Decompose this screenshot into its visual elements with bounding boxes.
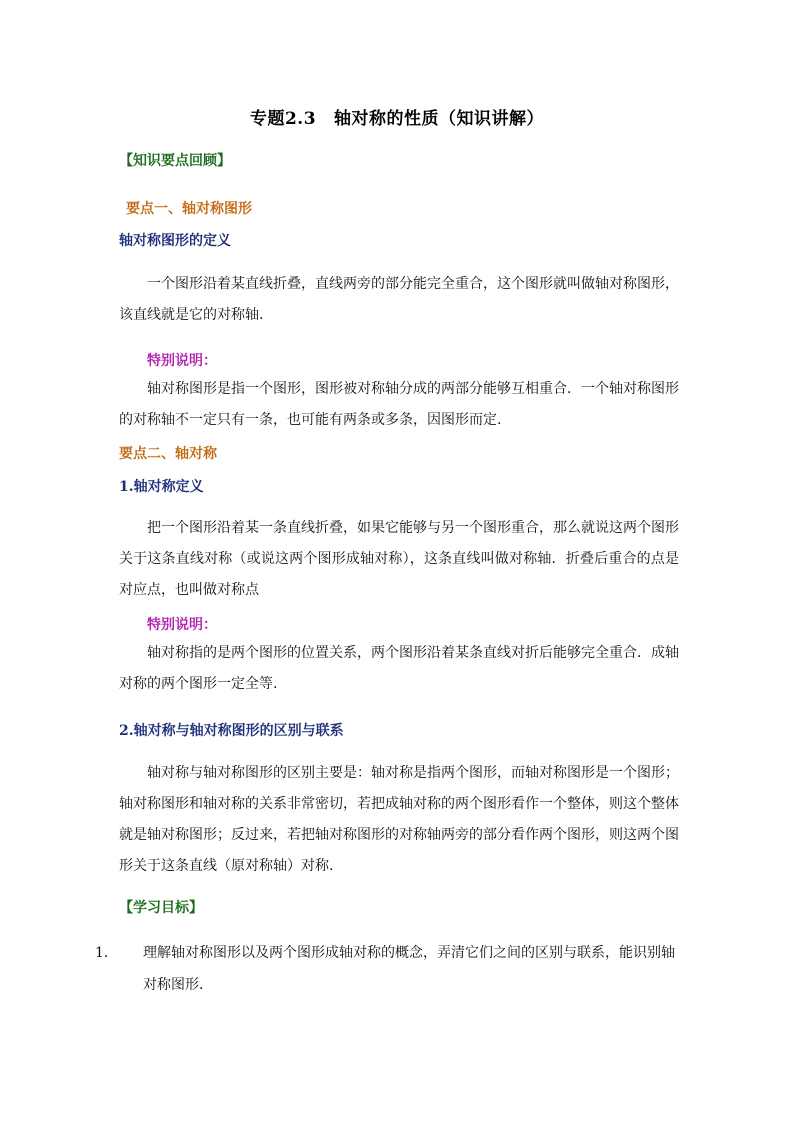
subheading-axis-figure-definition: 轴对称图形的定义 (119, 233, 231, 249)
paragraph-axis-symmetry-definition: 把一个图形沿着某一条直线折叠，如果它能够与另一个图形重合，那么就说这两个图形关于这条直线对称（或说这两个图形成轴对称），这条直线叫做对称轴．折叠后重合的点是对应点，也叫做对称点 (119, 520, 679, 598)
title-number: 专题2.3 (249, 109, 317, 129)
note-heading-1: 特别说明： (147, 353, 217, 369)
page-title (0, 104, 794, 129)
paragraph-note-1: 轴对称图形是指一个图形，图形被对称轴分成的两部分能够互相重合．一个轴对称图形的对称轴不一定只有一条，也可能有两条或多条，因图形而定. (119, 381, 679, 428)
paragraph-note-2: 轴对称指的是两个图形的位置关系，两个图形沿着某条直线对折后能够完全重合．成轴对称的两个图形一定全等. (119, 645, 679, 692)
paragraph-difference-and-relation: 轴对称与轴对称图形的区别主要是：轴对称是指两个图形，而轴对称图形是一个图形；轴对称图形和轴对称的关系非常密切，若把成轴对称的两个图形看作一个整体，则这个整体就是轴对称图形；反过来，若把轴对称图形的对称轴两旁的部分看作两个图形，则这两个图形关于这条直线（原对称轴）对称. (119, 765, 679, 874)
list-item (95, 937, 679, 1001)
section-heading-review: 【知识要点回顾】 (119, 153, 231, 169)
subheading-axis-symmetry-definition: 1.轴对称定义 (119, 479, 204, 495)
point-heading-1: 要点一、轴对称图形 (126, 201, 252, 217)
goal-text: 理解轴对称图形以及两个图形成轴对称的概念，弄清它们之间的区别与联系，能识别轴对称图形． (143, 945, 675, 993)
paragraph-axis-figure-definition: 一个图形沿着某直线折叠，直线两旁的部分能完全重合，这个图形就叫做轴对称图形，该直线就是它的对称轴. (119, 276, 679, 323)
goal-number: 1． (95, 945, 118, 961)
note-heading-2: 特别说明： (147, 617, 217, 633)
subheading-difference-and-relation: 2.轴对称与轴对称图形的区别与联系 (119, 723, 344, 739)
title-text: 轴对称的性质（知识讲解） (334, 109, 545, 129)
point-heading-2: 要点二、轴对称 (119, 446, 217, 462)
section-heading-goals: 【学习目标】 (119, 900, 203, 916)
